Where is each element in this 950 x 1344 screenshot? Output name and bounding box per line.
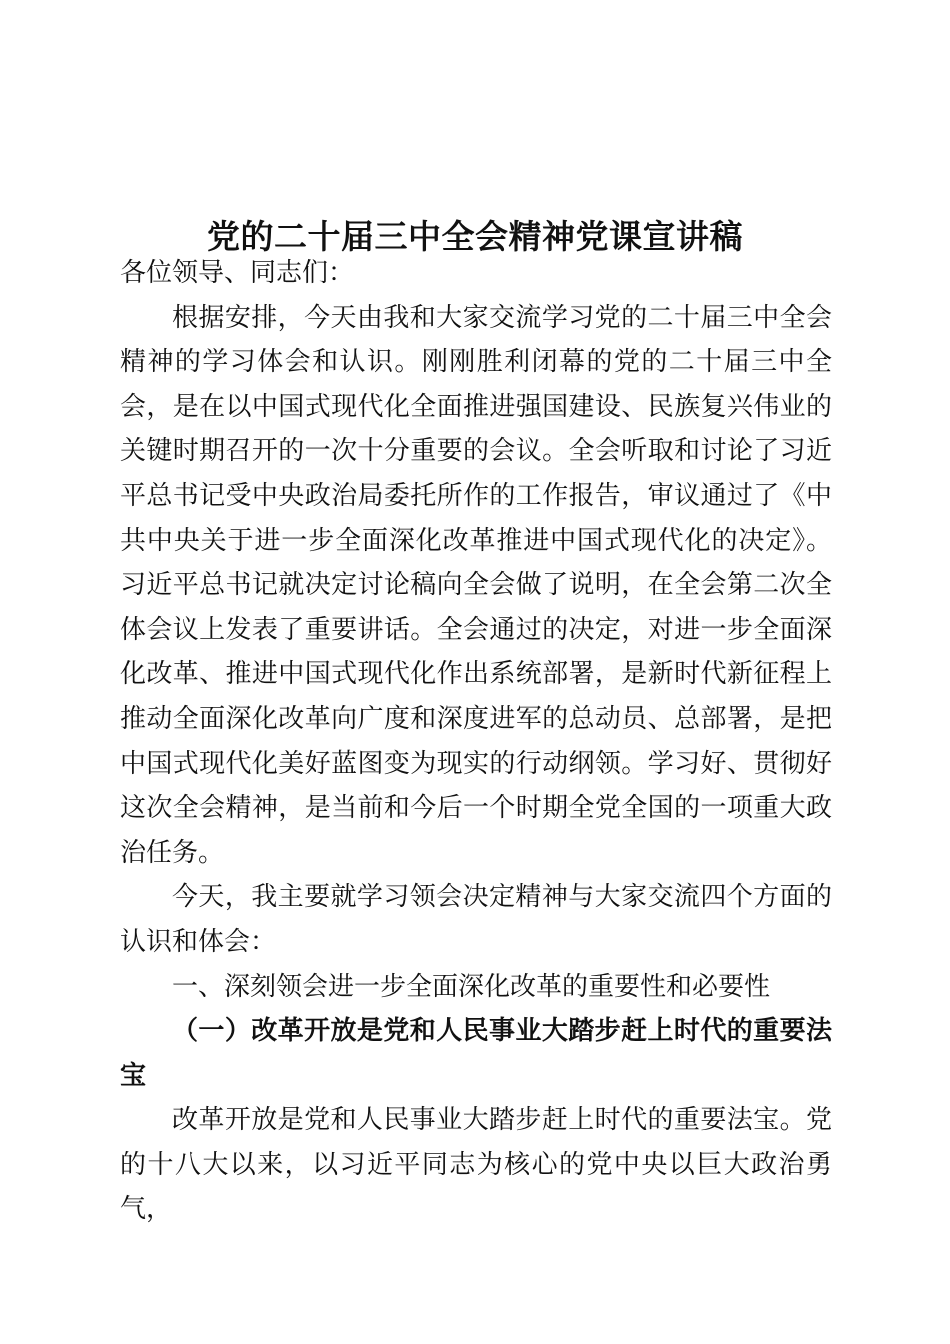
document-body bbox=[120, 251, 832, 1232]
body-paragraph: 改革开放是党和人民事业大踏步赶上时代的重要法宝。党的十八大以来，以习近平同志为核心的党中央以巨大政治勇气， bbox=[120, 1105, 832, 1225]
overview-paragraph: 今天，我主要就学习领会决定精神与大家交流四个方面的认识和体会： bbox=[120, 882, 832, 957]
salutation: 各位领导、同志们： bbox=[120, 258, 355, 288]
intro-paragraph: 根据安排，今天由我和大家交流学习党的二十届三中全会精神的学习体会和认识。刚刚胜利闭幕的党的二十届三中全会，是在以中国式现代化全面推进强国建设、民族复兴伟业的关键时期召开的一次十分重要的会议。全会听取和讨论了习近平总书记受中央政治局委托所作的工作报告，审议通过了《中共中央关于进一步全面深化改革推进中国式现代化的决定》。习近平总书记就决定讨论稿向全会做了说明，在全会第二次全体会议上发表了重要讲话。全会通过的决定，对进一步全面深化改革、推进中国式现代化作出系统部署，是新时代新征程上推动全面深化改革向广度和深度进军的总动员、总部署，是把中国式现代化美好蓝图变为现实的行动纲领。学习好、贯彻好这次全会精神，是当前和今后一个时期全党全国的一项重大政治任务。 bbox=[120, 302, 832, 868]
section-heading: 一、深刻领会进一步全面深化改革的重要性和必要性 bbox=[172, 971, 771, 1002]
subsection-heading: （一）改革开放是党和人民事业大踏步赶上时代的重要法宝 bbox=[120, 1016, 832, 1091]
document-title: 党的二十届三中全会精神党课宣讲稿 bbox=[207, 217, 743, 256]
